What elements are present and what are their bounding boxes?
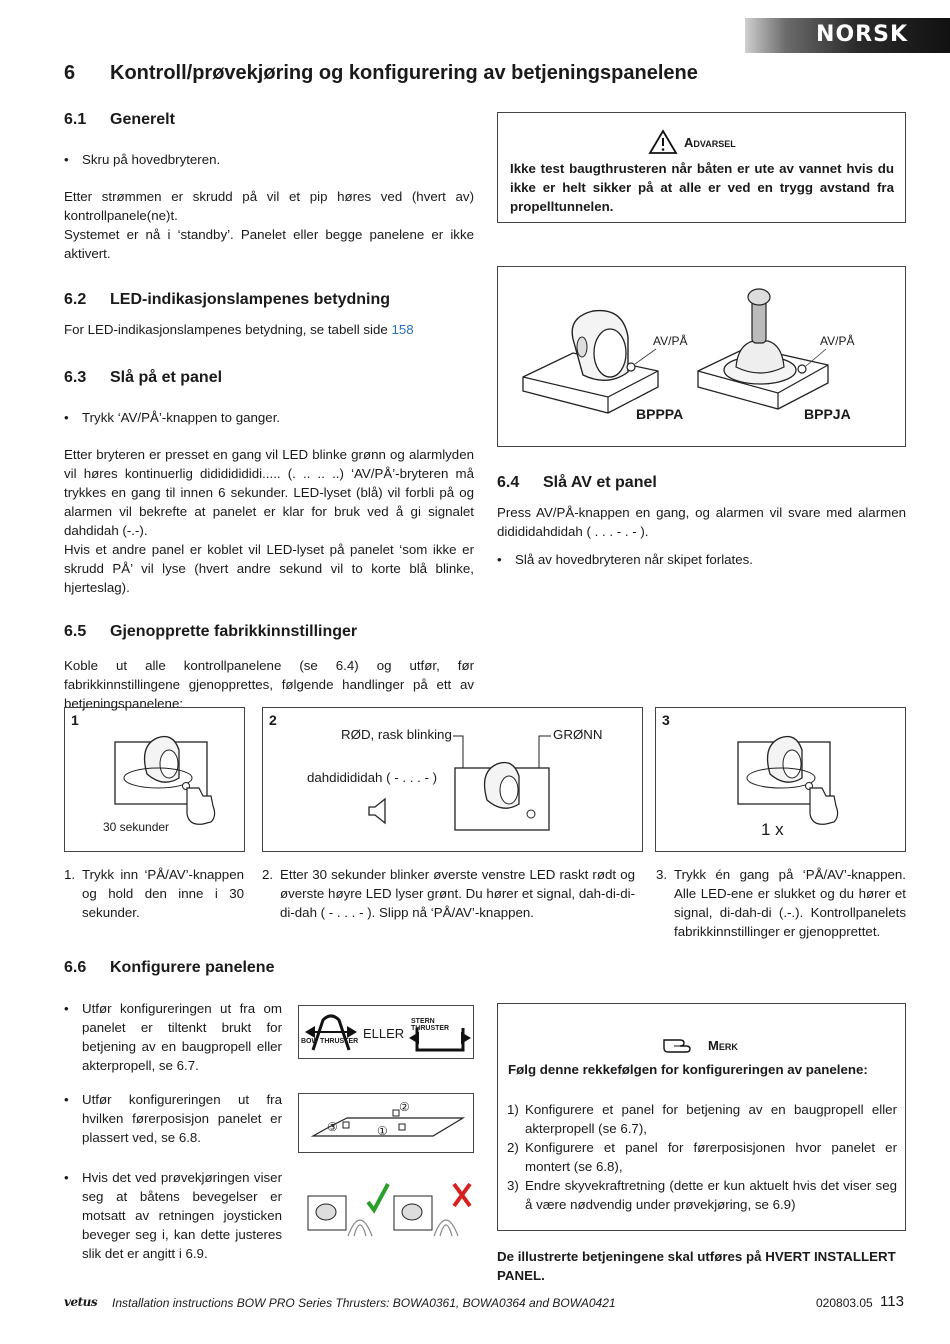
footer-text: Installation instructions BOW PRO Series Thrusters: BOWA0361, BOWA0364 and BOWA0421	[112, 1296, 616, 1310]
s66-bullet-1: • Utfør konfigureringen ut fra om panelet er tiltenkt brukt for betjening av en baugpropell eller akterpropell, se 6.7.	[82, 999, 282, 1075]
speaker-icon	[365, 796, 391, 826]
doc-code: 020803.05	[816, 1296, 873, 1310]
s62-text: For LED-indikasjonslampenes betydning, se tabell side 158	[64, 322, 414, 337]
s63-para2: Hvis et andre panel er koblet vil LED-lyset på panelet ‘som ikke er skrudd PÅ’ vil lyse (hvert andre sekund vil to korte blå blinke, hjerteslag).	[64, 542, 474, 595]
onoff-label-right: AV/PÅ	[820, 334, 855, 348]
s64-bullet: • Slå av hovedbryteren når skipet forlates.	[515, 550, 753, 569]
s61-bullet: • Skru på hovedbryteren.	[82, 150, 220, 169]
note-title: Merk	[708, 1038, 738, 1053]
page-number: 113	[880, 1293, 904, 1310]
page-ref-link[interactable]: 158	[391, 322, 414, 337]
red-blink-label: RØD, rask blinking	[341, 727, 452, 742]
helm-pos-2: ②	[399, 1100, 410, 1114]
note-item-3: 3) Endre skyvekraftretning (dette er kun aktuelt hvis det viser seg å være nødvendig under prøvekjøring, se 6.9)	[507, 1178, 897, 1212]
helm-pos-1: ①	[377, 1124, 388, 1138]
helm-pos-3: ③	[327, 1120, 338, 1134]
reset-box-1	[64, 707, 245, 852]
language-label: NORSK	[816, 22, 908, 47]
sound-signal-label: dahdidididah ( - . . . - )	[307, 770, 438, 785]
note-footer: De illustrerte betjeningene skal utføres på HVERT INSTALLERT PANEL.	[497, 1249, 896, 1283]
section-6-1-heading: 6.1 Generelt	[64, 111, 175, 128]
s66-bullet-3: • Hvis det ved prøvekjøringen viser seg at båtens bevegelser er motsatt av retningen joysticken beveger seg i, kan dette justeres slik det er angitt i 6.9.	[82, 1168, 282, 1263]
warning-box	[497, 112, 906, 223]
s65-para1: Koble ut alle kontrollpanelene (se 6.4) og utfør, før fabrikkinnstillingene gjenopprettes, følgende handlinger på ett av betjeningspanelene:	[64, 658, 474, 711]
reset-box-3	[655, 707, 906, 852]
joystick-direction-figure	[298, 1178, 476, 1238]
s63-bullet: • Trykk ‘AV/PÅ’-knappen to ganger.	[82, 408, 280, 427]
reset-step-2: 2. Etter 30 sekunder blinker øverste venstre LED raskt rødt og øverste høyre LED lyser grønt. Du hører et signal, dah-di-di-di-dah ( - . . . - ). Slipp nå ‘PÅ/AV’-knappen.	[262, 867, 635, 920]
s61-para2: Systemet er nå i ‘standby’. Panelet eller begge panelene er ikke aktivert.	[64, 227, 474, 261]
reset-box-3-caption: 1 x	[761, 820, 784, 839]
panel-led-icon	[453, 728, 553, 848]
s61-para1: Etter strømmen er skrudd på vil et pip høres ved (hvert av) kontrollpanele(ne)t.	[64, 189, 474, 223]
language-tab	[745, 18, 950, 53]
green-label: GRØNN	[553, 727, 603, 742]
section-6-5-heading: 6.5 Gjenopprette fabrikkinnstillinger	[64, 623, 358, 640]
thruster-type-figure	[298, 1005, 474, 1059]
model-label-left: BPPPA	[636, 406, 684, 422]
warning-title: Advarsel	[684, 135, 736, 150]
section-6-3-heading: 6.3 Slå på et panel	[64, 369, 223, 386]
note-item-2: 2) Konfigurere et panel for førerposisjonen hvor panelet er montert (se 6.8),	[507, 1140, 897, 1174]
bow-thruster-label: BOW THRUSTER	[301, 1038, 359, 1045]
reset-box-2-number: 2	[269, 712, 277, 728]
panels-figure	[497, 266, 906, 447]
s64-para1: Press AV/PÅ-knappen en gang, og alarmen vil svare med alarmen didididahdidah ( . . . - . - ).	[497, 505, 906, 539]
section-6-4-heading: 6.4 Slå AV et panel	[497, 474, 657, 491]
note-item-1: 1) Konfigurere et panel for betjening av en baugpropell eller akterpropell (se 6.7),	[507, 1102, 897, 1136]
note-box	[497, 1003, 906, 1231]
reset-box-1-caption: 30 sekunder	[103, 820, 170, 834]
helm-position-figure	[298, 1093, 474, 1153]
panel-press-hold-icon	[113, 716, 233, 836]
or-label: ELLER	[363, 1026, 405, 1041]
model-label-right: BPPJA	[804, 406, 851, 422]
reset-step-3: 3. Trykk én gang på ‘PÅ/AV’-knappen. Alle LED-ene er slukket og du hører et signal, di-dah-di (.-.). Kontrollpanelets fabrikkinnstillinger er gjenopprettet.	[656, 867, 906, 939]
pointing-hand-icon	[662, 1034, 694, 1054]
section-6-2-heading: 6.2 LED-indikasjonslampenes betydning	[64, 291, 391, 308]
warning-triangle-icon	[648, 129, 678, 155]
s63-para1: Etter bryteren er presset en gang vil LED blinke grønn og alarmlyden vil høres kontinuerlig didididididi..... (. .. .. ..) ‘AV/PÅ’-bryteren må trykkes en gang til innen 6 sekunder. LED-lyset (blå) vil forbli på og alarmen vil bekrefte at panelet er klar for bruk ved å gi signalet dahdidah (-.-).	[64, 447, 474, 538]
reset-step-1: 1. Trykk inn ‘PÅ/AV’-knappen og hold den inne i 30 sekunder.	[64, 867, 244, 920]
note-intro: Følg denne rekkefølgen for konfigureringen av panelene:	[508, 1062, 868, 1077]
section-6-6-heading: 6.6 Konfigurere panelene	[64, 959, 275, 976]
warning-text: Ikke test baugthrusteren når båten er ute av vannet hvis du ikke er helt sikker på at alle er ved en trygg avstand fra propelltunnelen.	[510, 161, 894, 214]
chapter-title: 6 Kontroll/prøvekjøring og konfigurering av betjeningspanelene	[64, 62, 698, 84]
vetus-logo: vetus	[64, 1295, 98, 1309]
bow-thruster-icon	[303, 1010, 359, 1054]
panel-press-once-icon	[736, 716, 856, 846]
s66-bullet-2: • Utfør konfigureringen ut fra hvilken førerposisjon panelet er plassert ved, se 6.8.	[82, 1090, 282, 1147]
reset-box-1-number: 1	[71, 712, 79, 728]
reset-box-3-number: 3	[662, 712, 670, 728]
stern-thruster-label: STERN THRUSTER	[411, 1018, 450, 1032]
reset-box-2	[262, 707, 643, 852]
onoff-label-left: AV/PÅ	[653, 334, 688, 348]
